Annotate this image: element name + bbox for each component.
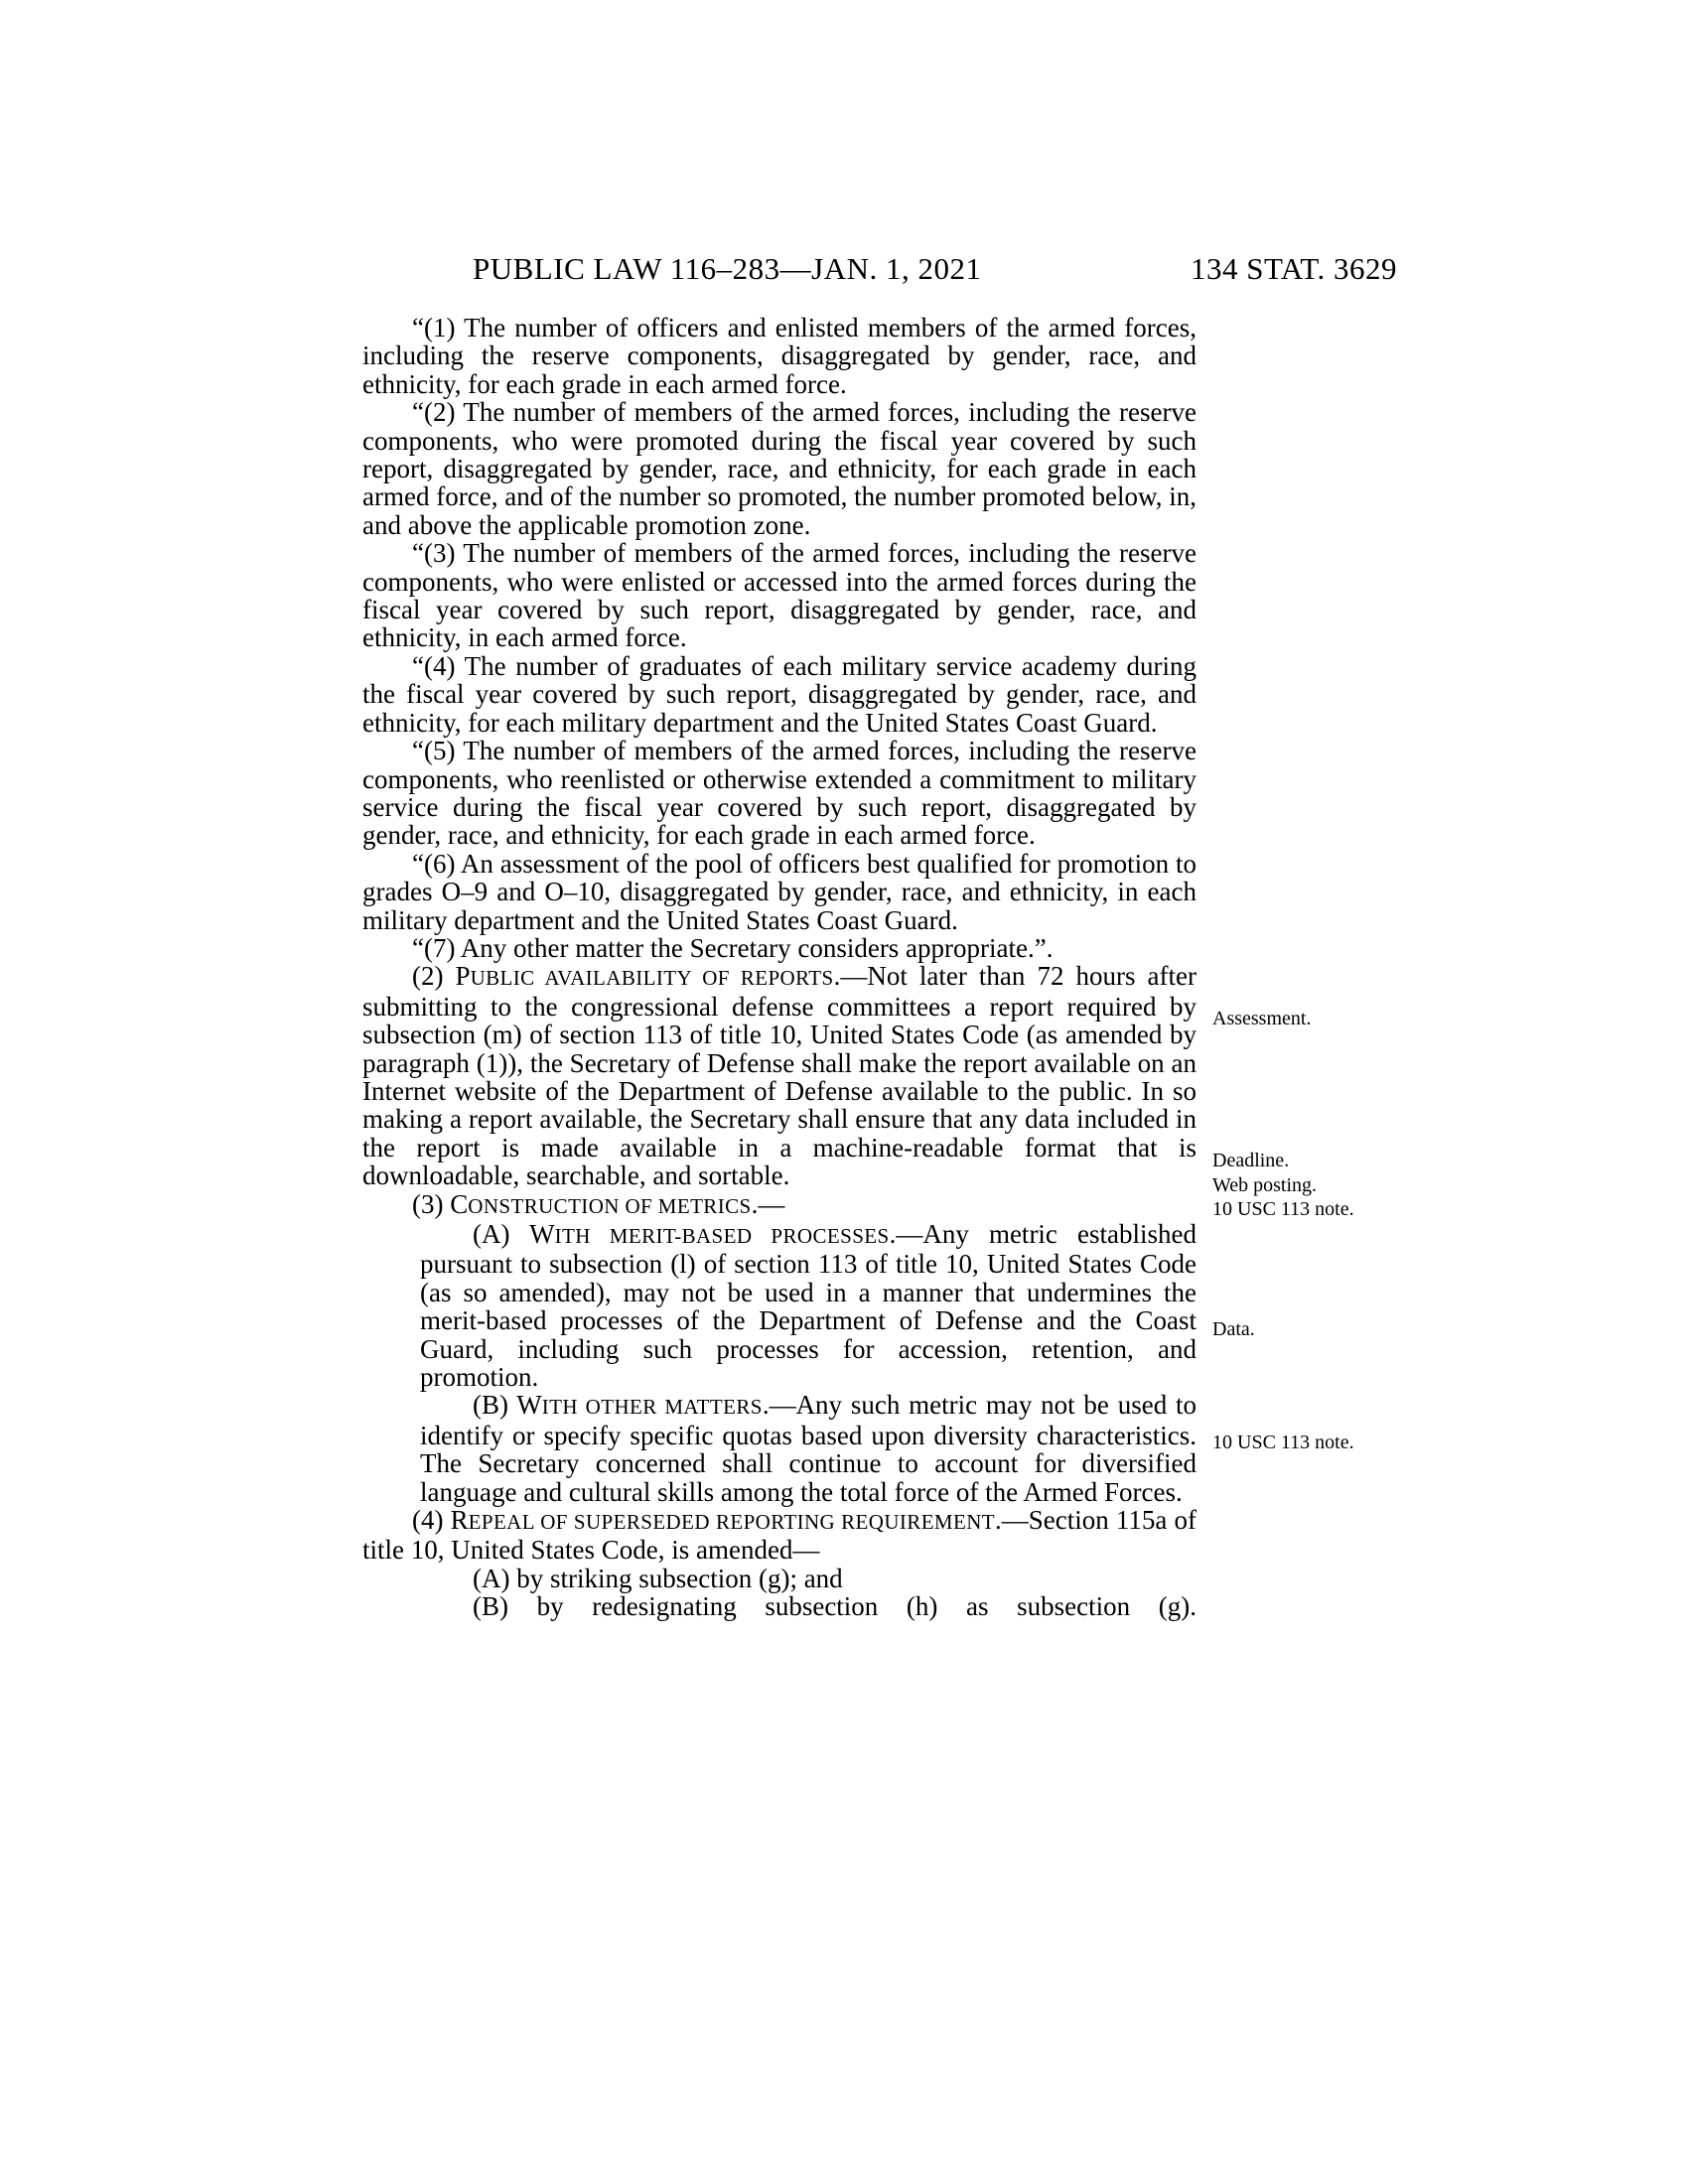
margin-note-line: Data.	[1212, 1318, 1255, 1340]
quoted-clause-2	[362, 398, 1196, 539]
heading-small-caps: ITH MERIT-BASED PROCESSES	[554, 1224, 890, 1248]
subparagraph-striking-subsection	[420, 1565, 1196, 1592]
heading-small-caps: UBLIC AVAILABILITY OF REPORTS	[470, 966, 834, 991]
clause-text: “(7) Any other matter the Secretary considers appropriate.”.	[412, 932, 1054, 963]
margin-note-line: Deadline.	[1212, 1150, 1290, 1171]
heading-lead-cap: P	[455, 961, 471, 992]
quoted-clause-6	[362, 850, 1196, 934]
quoted-clause-3	[362, 539, 1196, 652]
heading-lead-cap: R	[450, 1505, 469, 1536]
subparagraph-redesignating-subsection	[420, 1592, 1196, 1620]
paragraph-number: (3)	[412, 1188, 451, 1219]
heading-small-caps: ITH OTHER MATTERS	[541, 1395, 763, 1420]
margin-note-usc	[1212, 1431, 1471, 1455]
running-head-stat-number: 134 STAT. 3629	[1190, 251, 1397, 286]
paragraph-number: (2)	[412, 961, 456, 992]
running-head-law-title: PUBLIC LAW 116–283—JAN. 1, 2021	[473, 251, 982, 286]
quoted-clause-1	[362, 314, 1196, 398]
paragraph-construction-of-metrics	[362, 1190, 1196, 1220]
paragraph-body-text: .—Not later than 72 hours after submitting to the congressional defense committees a report required by subsection (m) of section 113 of title 10, United States Code (as amended by paragraph (1)), the Secretary of Defense shall make the report available on an Internet website of the Department of Defense available to the public. In so making a report available, the Secretary shall ensure that any data included in the report is made available in a machine-readable format that is downloadable, searchable, and sortable.	[362, 961, 1197, 1191]
heading-small-caps: EPEAL OF SUPERSEDED REPORTING REQUIREMENT	[468, 1510, 996, 1535]
clause-text: “(3) The number of members of the armed forces, including the reserve components, who were enlisted or accessed into the armed forces during the fiscal year covered by such report, disaggregated by gender, race, and ethnicity, in each armed force.	[362, 538, 1196, 653]
paragraph-repeal-reporting-requirement	[362, 1506, 1196, 1565]
margin-note-line: 10 USC 113 note.	[1212, 1432, 1354, 1453]
margin-note-line: 10 USC 113 note.	[1212, 1198, 1354, 1220]
clause-text: “(5) The number of members of the armed forces, including the reserve components, who reenlisted or otherwise extended a commitment to military service during the fiscal year covered by such report, disaggregated by gender, race, and ethnicity, for each grade in each armed force.	[362, 736, 1196, 851]
running-head	[473, 251, 1397, 287]
heading-lead-cap: C	[450, 1188, 469, 1219]
margin-note-assessment	[1212, 1007, 1471, 1031]
paragraph-body-text: .—Any such metric may not be used to identify or specify specific quotas based upon diversity characteristics. The Secretary concerned shall continue to account for diversified language and cultural skills among the total force of the Armed Forces.	[420, 1390, 1196, 1507]
clause-text: “(1) The number of officers and enlisted members of the armed forces, including the reserve components, disaggregated by gender, race, and ethnicity, for each grade in each armed force.	[362, 313, 1196, 399]
subparagraph-merit-based-processes	[420, 1220, 1196, 1391]
heading-small-caps: ONSTRUCTION OF METRICS	[468, 1193, 752, 1218]
clause-text: (B) by redesignating subsection (h) as subsection (g).	[473, 1591, 1196, 1622]
paragraph-number: (B)	[473, 1390, 517, 1421]
paragraph-number: (A)	[473, 1219, 530, 1249]
paragraph-body-text: .—	[751, 1188, 785, 1219]
subparagraph-other-matters	[420, 1391, 1196, 1506]
margin-note-line: Web posting.	[1212, 1173, 1318, 1196]
margin-note-line: Assessment.	[1212, 1008, 1312, 1029]
quoted-clause-7	[362, 934, 1196, 962]
statute-text	[362, 314, 1196, 1621]
clause-text: (A) by striking subsection (g); and	[473, 1563, 843, 1593]
quoted-clause-4	[362, 652, 1196, 737]
paragraph-number: (4)	[412, 1505, 451, 1536]
paragraph-body-text: .—Any metric established pursuant to subsection (l) of section 113 of title 10, United States Code (as so amended), may not be used in a manner that undermines the merit-based processes of the Department of Defense and the Coast Guard, including such processes for accession, retention, and promotion.	[420, 1219, 1196, 1393]
clause-text: “(4) The number of graduates of each military service academy during the fiscal year covered by such report, disaggregated by gender, race, and ethnicity, for each military department and the United States Coast Guard.	[362, 650, 1196, 738]
heading-lead-cap: W	[516, 1390, 542, 1421]
paragraph-body-text: .—Section 115a of title 10, United States Code, is amended—	[362, 1505, 1196, 1566]
margin-note-data	[1212, 1317, 1471, 1342]
paragraph-public-availability	[362, 962, 1196, 1189]
heading-lead-cap: W	[529, 1219, 555, 1249]
margin-note-deadline-block	[1212, 1149, 1471, 1222]
clause-text: “(2) The number of members of the armed forces, including the reserve components, who were promoted during the fiscal year covered by such report, disaggregated by gender, race, and ethnicity, for each grade in each armed force, and of the number so promoted, the number promoted below, in, and above the applicable promotion zone.	[362, 397, 1196, 540]
quoted-clause-5	[362, 737, 1196, 850]
clause-text: “(6) An assessment of the pool of officers best qualified for promotion to grades O–9 and O–10, disaggregated by gender, race, and ethnicity, in each military department and the United States Coast Guard.	[362, 848, 1196, 935]
